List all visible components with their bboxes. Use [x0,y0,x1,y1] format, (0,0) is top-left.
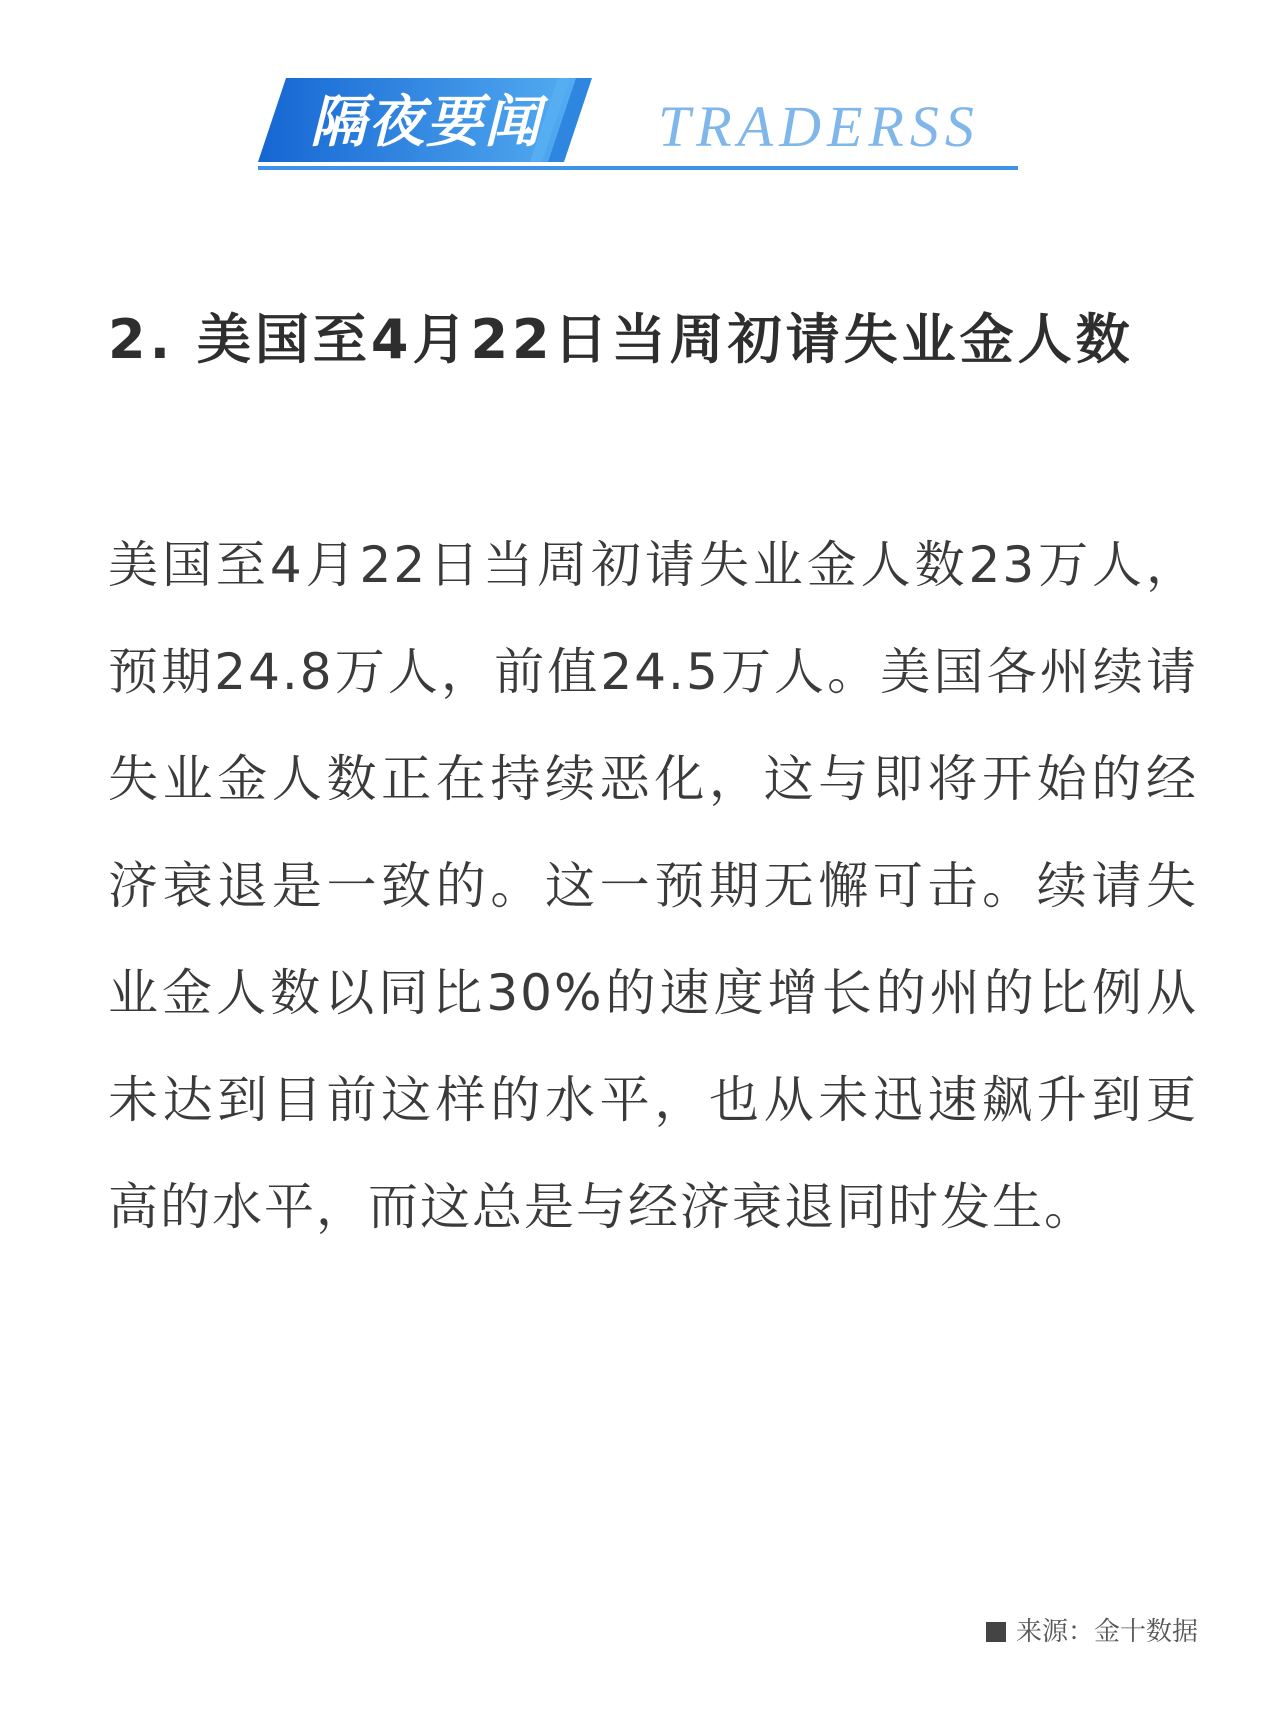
brand-name: TRADERSS [658,94,980,159]
article-body: 美国至4月22日当周初请失业金人数23万人，预期24.8万人，前值24.5万人。美国各州续请失业金人数正在持续恶化，这与即将开始的经济衰退是一致的。这一预期无懈可击。续请失业金人数以同比30%的速度增长的州的比例从未达到目前这样的水平，也从未迅速飙升到更高的水平，而这总是与经济衰退同时发生。 [108,536,1198,1236]
source-label: 来源：金十数据 [1015,1617,1198,1647]
source-credit [986,1614,1198,1650]
header-title: 隔夜要闻 [310,89,542,155]
square-icon [986,1622,1006,1642]
header-banner [258,78,1018,174]
article-title: 2. 美国至4月22日当周初请失业金人数 [108,308,1134,371]
